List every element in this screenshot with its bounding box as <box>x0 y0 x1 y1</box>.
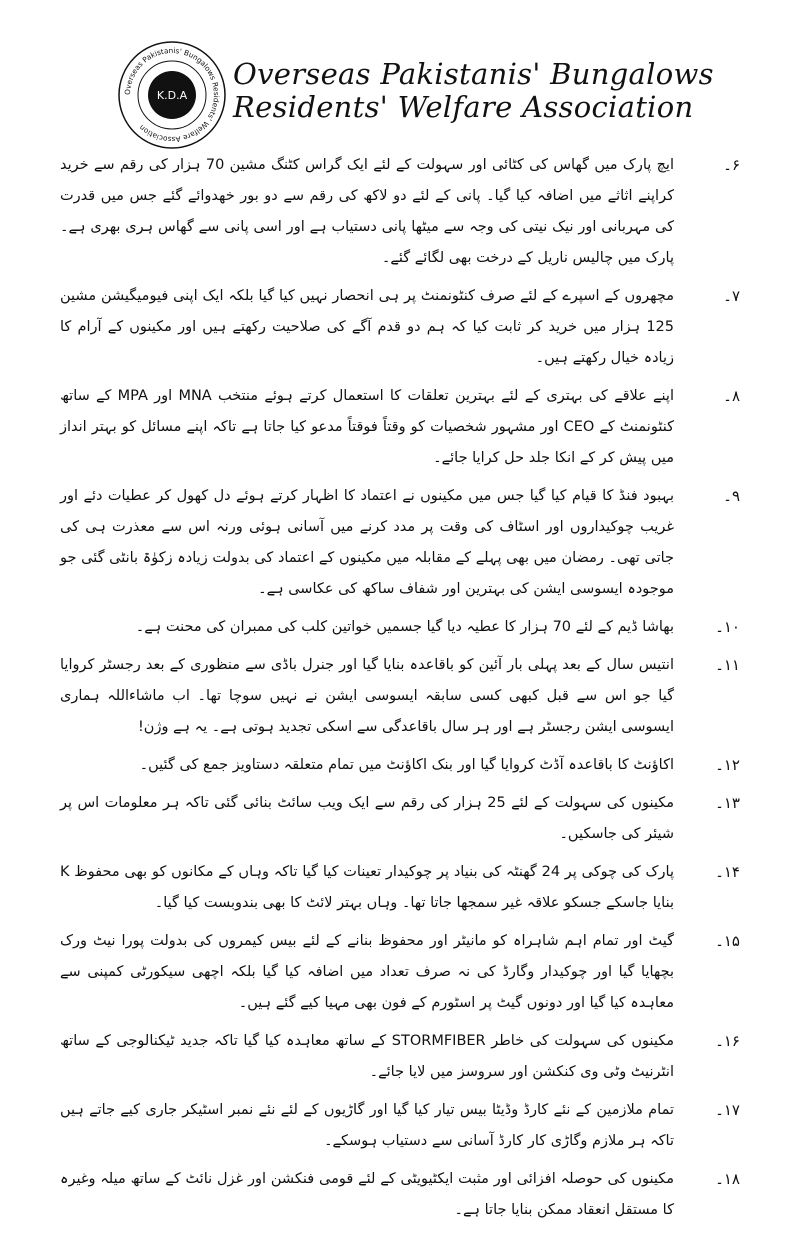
list-item <box>60 150 740 274</box>
item-text: انتیس سال کے بعد پہلی بار آئین کو باقاعدہ بنایا گیا اور جنرل باڈی سے منظوری کے بعد رجسٹر کروایا گیا جو اس سے قبل کبھی کسی سابقہ ایسوسی ایشن نے نہیں سوچا تھا۔ اب ماشاءاللہ ہماری ایسوسی ایشن رجسٹر ہے اور ہر سال باقاعدگی سے اسکی تجدید ہوتی ہے۔ یہ ہے وژن! <box>60 657 674 735</box>
item-number: ۱۶۔ <box>715 1032 740 1050</box>
item-text: مکینوں کی حوصلہ افزائی اور مثبت ایکٹیویٹی کے لئے قومی فنکشن اور غزل نائٹ کے ساتھ میلہ وغیرہ کا مستقل انعقاد ممکن بنایا جاتا ہے۔ <box>60 1171 674 1218</box>
item-text: مچھروں کے اسپرے کے لئے صرف کنٹونمنٹ پر ہی انحصار نہیں کیا گیا بلکہ ایک اپنی فیومیگیشن مشین 125 ہزار میں خرید کر ثابت کیا کہ ہم دو قدم آگے کی صلاحیت رکھتے ہیں اور مکینوں کے آرام کا زیادہ خیال رکھتے ہیں۔ <box>60 288 674 366</box>
list-item <box>60 481 740 605</box>
item-text: اپنے علاقے کی بہتری کے لئے بہترین تعلقات کا استعمال کرتے ہوئے منتخب MNA اور MPA کے ساتھ کنٹونمنٹ کے CEO اور مشہور شخصیات کو وقتاً فوقتاً مدعو کیا جاتا ہے تاکہ اپنے مسائل کو بہتر انداز میں پیش کر کے انکا جلد حل کرایا جائے۔ <box>60 388 674 466</box>
item-number: ۱۸۔ <box>715 1170 740 1188</box>
item-number: ۱۵۔ <box>715 932 740 950</box>
seal-center-text: K.D.A <box>156 89 188 102</box>
item-number: ۹۔ <box>723 487 740 505</box>
list-item <box>60 650 740 743</box>
list-item <box>60 926 740 1019</box>
item-text: K پارک کی چوکی پر 24 گھنٹہ کی بنیاد پر چوکیدار تعینات کیا گیا تاکہ وہاں کے مکانوں کو بھی محفوظ بنایا جاسکے جسکو علاقہ غیر سمجھا جاتا تھا۔ وہاں بہتر لائٹ کا بھی بندوبست کیا گیا۔ <box>60 864 674 911</box>
item-text: ایچ پارک میں گھاس کی کٹائی اور سہولت کے لئے ایک گراس کٹنگ مشین 70 ہزار کی رقم سے خرید کراپنے اثاثے میں اضافہ کیا گیا۔ پانی کے لئے دو لاکھ کی رقم سے دو بور خھدوائے گئے جس میں قدرت کی مہربانی اور نیک نیتی کی وجہ سے میٹھا پانی دستیاب ہے اور اسی پانی سے گھاس ہری بھری ہے۔ پارک میں چالیس ناریل کے درخت بھی لگائے گئے۔ <box>60 157 674 266</box>
item-number: ۱۱۔ <box>715 656 740 674</box>
item-text: مکینوں کی سہولت کی خاطر STORMFIBER کے ساتھ معاہدہ کیا گیا تاکہ جدید ٹیکنالوجی کے ساتھ انٹرنیٹ وٹی وی کنکشن اور سروسز میں لایا جائے۔ <box>60 1033 675 1080</box>
item-number: ۱۳۔ <box>715 794 740 812</box>
title-line-2: Residents' Welfare Association <box>233 90 694 124</box>
item-text: اکاؤنٹ کا باقاعدہ آڈٹ کروایا گیا اور بنک اکاؤنٹ میں تمام متعلقہ دستاویز جمع کی گئیں۔ <box>139 757 674 773</box>
item-text: مکینوں کی سہولت کے لئے 25 ہزار کی رقم سے ایک ویب سائٹ بنائی گئی تاکہ ہر معلومات اس پر شیئر کی جاسکیں۔ <box>60 795 675 842</box>
title-line-1: Overseas Pakistanis' Bungalows <box>233 57 714 91</box>
item-number: ۸۔ <box>723 387 740 405</box>
letterhead <box>0 0 793 150</box>
item-text: بھاشا ڈیم کے لئے 70 ہزار کا عطیہ دیا گیا جسمیں خواتین کلب کی ممبران کی محنت ہے۔ <box>135 619 674 635</box>
item-text: گیٹ اور تمام اہم شاہراہ کو مانیٹر اور محفوظ بنانے کے لئے بیس کیمروں کی بدولت پورا نیٹ ورک بچھایا گیا اور چوکیدار وگارڈ کی نہ صرف تعداد میں اضافہ کیا گیا بلکہ اچھی سیکورٹی کمپنی سے معاہدہ کیا گیا اور دونوں گیٹ پر اسٹورم کے فون بھی مہیا کیے گئے ہیں۔ <box>60 933 674 1011</box>
item-number: ۷۔ <box>723 287 740 305</box>
list-item <box>60 788 740 850</box>
item-text: تمام ملازمین کے نئے کارڈ وڈیٹا بیس تیار کیا گیا اور گاڑیوں کے لئے نئے نمبر اسٹیکر جاری کیے جاتے ہیں تاکہ ہر ملازم وگاڑی کار کارڈ آسانی سے دستیاب ہوسکے۔ <box>60 1102 674 1149</box>
list-item <box>60 1026 740 1088</box>
organization-title <box>233 58 773 124</box>
list-item <box>60 1095 740 1157</box>
list-item <box>60 1164 740 1226</box>
achievements-list <box>60 150 740 1233</box>
item-number: ۱۰۔ <box>715 618 740 636</box>
association-seal <box>117 40 227 150</box>
item-number: ۶۔ <box>723 156 740 174</box>
item-number: ۱۴۔ <box>715 863 740 881</box>
item-text: بہبود فنڈ کا قیام کیا گیا جس میں مکینوں نے اعتماد کا اظہار کرتے ہوئے دل کھول کر عطیات دئے اور غریب چوکیداروں اور اسٹاف کی وقت پر مدد کرنے میں آسانی ہوئی ورنہ اس سے معذرت ہی کی جاتی تھی۔ رمضان میں بھی پہلے کے مقابلہ میں مکینوں کے اعتماد کی بدولت زیادہ زکوٰۃ بانٹی گئی جو موجودہ ایسوسی ایشن کی بہترین اور شفاف ساکھ کی عکاسی ہے۔ <box>60 488 674 597</box>
seal-ring-text: Overseas Pakistanis' Bungalows Residents' Welfare Association <box>122 45 222 145</box>
list-item <box>60 857 740 919</box>
list-item <box>60 281 740 374</box>
list-item <box>60 750 740 781</box>
item-number: ۱۷۔ <box>715 1101 740 1119</box>
list-item <box>60 381 740 474</box>
list-item <box>60 612 740 643</box>
item-number: ۱۲۔ <box>715 756 740 774</box>
